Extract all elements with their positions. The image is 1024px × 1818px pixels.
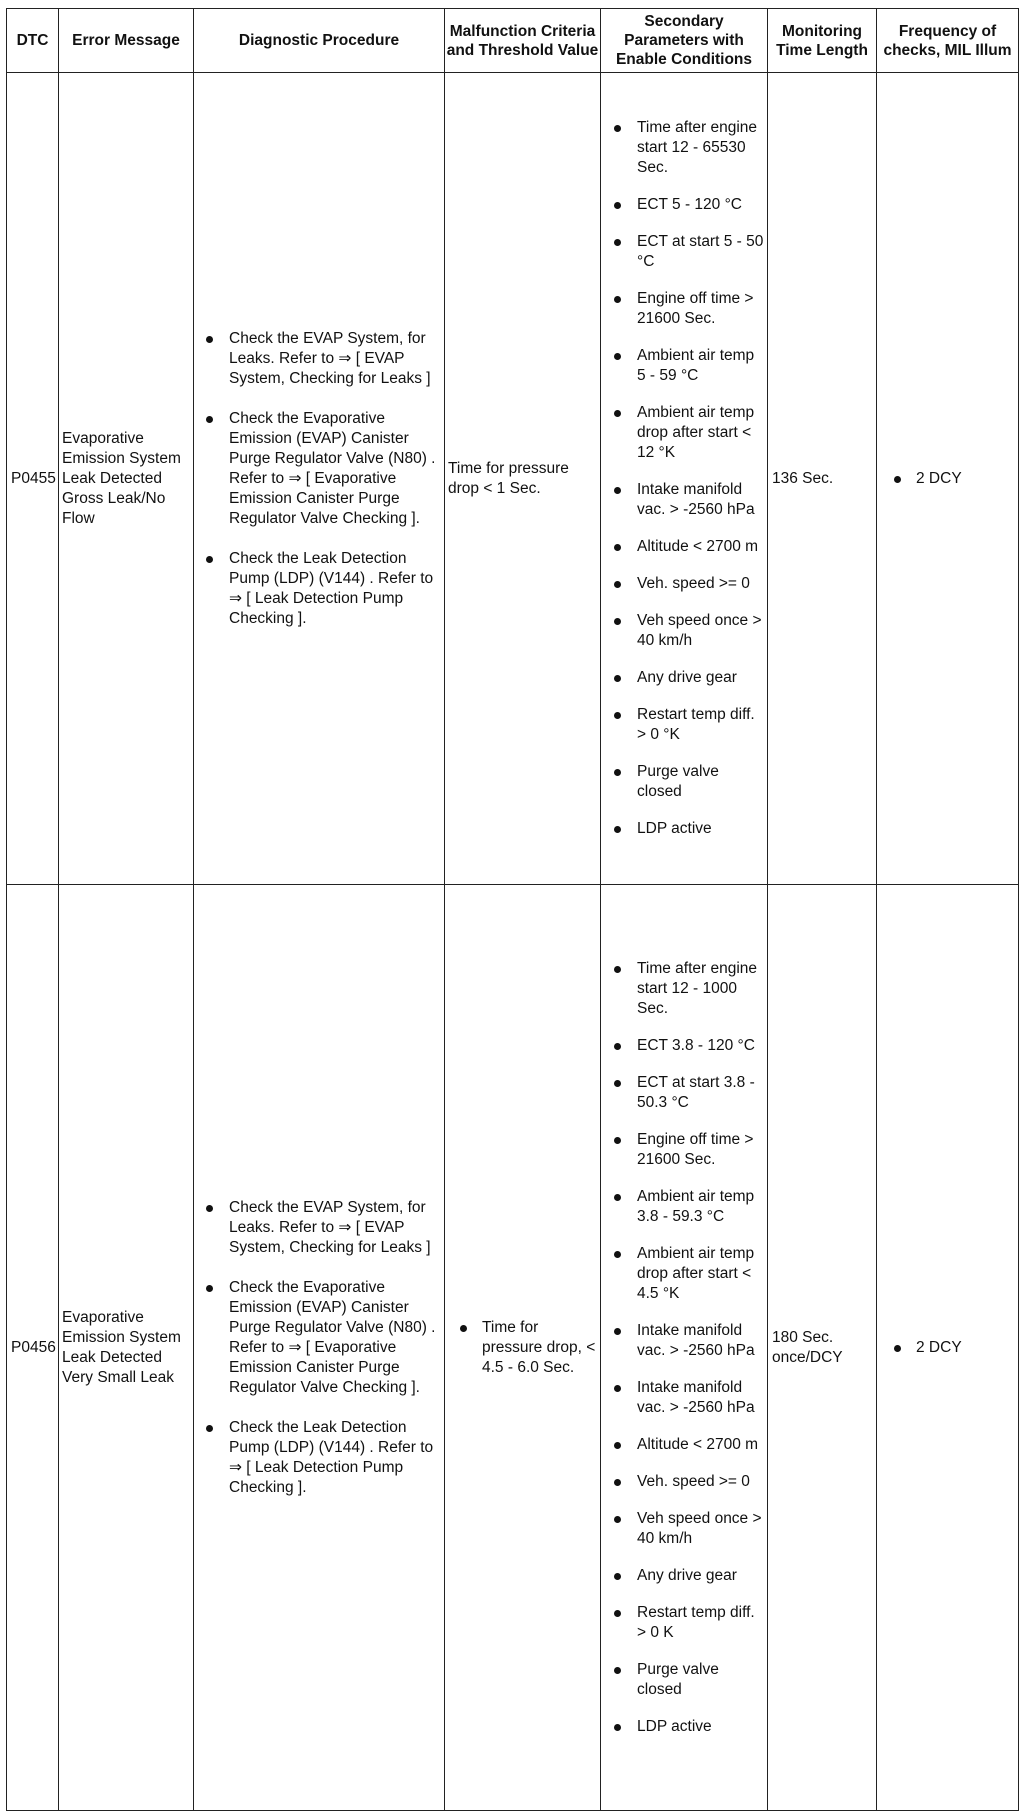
table-row [7, 885, 1019, 1811]
bullet-icon [206, 1285, 213, 1292]
bullet-icon [614, 675, 621, 682]
bullet-icon [614, 1667, 621, 1674]
parameter-item: LDP active [637, 819, 765, 839]
bullet-icon [614, 769, 621, 776]
bullet-icon [614, 966, 621, 973]
bullet-icon [614, 1385, 621, 1392]
parameter-item: Intake manifold vac. > -2560 hPa [637, 480, 765, 520]
parameter-item: LDP active [637, 1717, 765, 1737]
procedure-item: Check the EVAP System, for Leaks. Refer to ⇒ [ EVAP System, Checking for Leaks ] [229, 1198, 438, 1258]
parameter-item: Any drive gear [637, 1566, 765, 1586]
bullet-icon [614, 1724, 621, 1731]
frequency-list [877, 469, 1018, 489]
secondary-parameters-list [601, 959, 767, 1737]
parameter-item: ECT at start 5 - 50 °C [637, 232, 765, 272]
error-message-cell: Evaporative Emission System Leak Detected Gross Leak/No Flow [59, 73, 194, 885]
dtc-document [6, 8, 1016, 1810]
parameter-item: Engine off time > 21600 Sec. [637, 289, 765, 329]
parameter-item: Ambient air temp drop after start < 4.5 °K [637, 1244, 765, 1304]
dtc-table [6, 8, 1019, 1811]
bullet-icon [614, 618, 621, 625]
bullet-icon [614, 125, 621, 132]
bullet-icon [894, 1345, 901, 1352]
dtc-code-cell: P0456 [7, 885, 59, 1811]
bullet-icon [614, 1573, 621, 1580]
header-monitoring-time: Monitoring Time Length [768, 9, 877, 73]
parameter-item: Restart temp diff. > 0 °K [637, 705, 765, 745]
bullet-icon [614, 296, 621, 303]
bullet-icon [206, 1425, 213, 1432]
malfunction-criteria-cell: Time for pressure drop < 1 Sec. [445, 73, 601, 885]
bullet-icon [206, 1205, 213, 1212]
bullet-icon [614, 1479, 621, 1486]
bullet-icon [614, 712, 621, 719]
bullet-icon [614, 1137, 621, 1144]
parameter-item: Purge valve closed [637, 1660, 765, 1700]
parameter-item: ECT 5 - 120 °C [637, 195, 765, 215]
parameter-item: Altitude < 2700 m [637, 537, 765, 557]
parameter-item: Time after engine start 12 - 1000 Sec. [637, 959, 765, 1019]
procedure-item: Check the EVAP System, for Leaks. Refer to ⇒ [ EVAP System, Checking for Leaks ] [229, 329, 438, 389]
bullet-icon [206, 556, 213, 563]
header-secondary-parameters: Secondary Parameters with Enable Conditions [601, 9, 768, 73]
parameter-item: Ambient air temp 3.8 - 59.3 °C [637, 1187, 765, 1227]
malfunction-item: Time for pressure drop, < 4.5 - 6.0 Sec. [482, 1318, 596, 1378]
parameter-item: Veh speed once > 40 km/h [637, 1509, 765, 1549]
procedure-list [194, 329, 444, 629]
frequency-item: 2 DCY [916, 469, 1018, 489]
frequency-cell [877, 885, 1019, 1811]
parameter-item: Intake manifold vac. > -2560 hPa [637, 1321, 765, 1361]
secondary-parameters-list [601, 118, 767, 839]
bullet-icon [614, 544, 621, 551]
header-error-message: Error Message [59, 9, 194, 73]
bullet-icon [614, 1328, 621, 1335]
procedure-item: Check the Leak Detection Pump (LDP) (V144) . Refer to ⇒ [ Leak Detection Pump Checking ]. [229, 549, 438, 629]
parameter-item: Ambient air temp drop after start < 12 °K [637, 403, 765, 463]
bullet-icon [614, 1194, 621, 1201]
monitoring-time-cell: 180 Sec. once/DCY [768, 885, 877, 1811]
parameter-item: Ambient air temp 5 - 59 °C [637, 346, 765, 386]
parameter-item: Veh. speed >= 0 [637, 574, 765, 594]
parameter-item: Veh. speed >= 0 [637, 1472, 765, 1492]
bullet-icon [614, 1610, 621, 1617]
parameter-item: Any drive gear [637, 668, 765, 688]
header-dtc: DTC [7, 9, 59, 73]
parameter-item: Time after engine start 12 - 65530 Sec. [637, 118, 765, 178]
header-malfunction-criteria: Malfunction Criteria and Threshold Value [445, 9, 601, 73]
header-frequency: Frequency of checks, MIL Illum [877, 9, 1019, 73]
procedure-list [194, 1198, 444, 1498]
parameter-item: Engine off time > 21600 Sec. [637, 1130, 765, 1170]
bullet-icon [614, 1442, 621, 1449]
secondary-parameters-cell [601, 885, 768, 1811]
parameter-item: Veh speed once > 40 km/h [637, 611, 765, 651]
table-row [7, 73, 1019, 885]
frequency-list [877, 1338, 1018, 1358]
bullet-icon [614, 1516, 621, 1523]
malfunction-list [445, 1318, 600, 1378]
malfunction-criteria-cell [445, 885, 601, 1811]
parameter-item: Restart temp diff. > 0 K [637, 1603, 765, 1643]
bullet-icon [894, 476, 901, 483]
bullet-icon [614, 353, 621, 360]
secondary-parameters-cell [601, 73, 768, 885]
bullet-icon [614, 410, 621, 417]
diagnostic-procedure-cell [194, 73, 445, 885]
parameter-item: ECT 3.8 - 120 °C [637, 1036, 765, 1056]
bullet-icon [614, 487, 621, 494]
bullet-icon [614, 581, 621, 588]
bullet-icon [614, 826, 621, 833]
parameter-item: ECT at start 3.8 - 50.3 °C [637, 1073, 765, 1113]
procedure-item: Check the Evaporative Emission (EVAP) Canister Purge Regulator Valve (N80) . Refer to ⇒ [ Evaporative Emission Canister Purge Regulator Valve Checking ]. [229, 1278, 438, 1398]
header-diagnostic-procedure: Diagnostic Procedure [194, 9, 445, 73]
bullet-icon [614, 202, 621, 209]
parameter-item: Purge valve closed [637, 762, 765, 802]
monitoring-time-cell: 136 Sec. [768, 73, 877, 885]
dtc-code-cell: P0455 [7, 73, 59, 885]
error-message-cell: Evaporative Emission System Leak Detected Very Small Leak [59, 885, 194, 1811]
parameter-item: Intake manifold vac. > -2560 hPa [637, 1378, 765, 1418]
frequency-cell [877, 73, 1019, 885]
bullet-icon [206, 416, 213, 423]
bullet-icon [206, 336, 213, 343]
procedure-item: Check the Leak Detection Pump (LDP) (V144) . Refer to ⇒ [ Leak Detection Pump Checking ]. [229, 1418, 438, 1498]
parameter-item: Altitude < 2700 m [637, 1435, 765, 1455]
procedure-item: Check the Evaporative Emission (EVAP) Canister Purge Regulator Valve (N80) . Refer to ⇒ [ Evaporative Emission Canister Purge Regulator Valve Checking ]. [229, 409, 438, 529]
table-header-row [7, 9, 1019, 73]
bullet-icon [460, 1325, 467, 1332]
bullet-icon [614, 1080, 621, 1087]
diagnostic-procedure-cell [194, 885, 445, 1811]
bullet-icon [614, 1251, 621, 1258]
bullet-icon [614, 239, 621, 246]
frequency-item: 2 DCY [916, 1338, 1018, 1358]
bullet-icon [614, 1043, 621, 1050]
